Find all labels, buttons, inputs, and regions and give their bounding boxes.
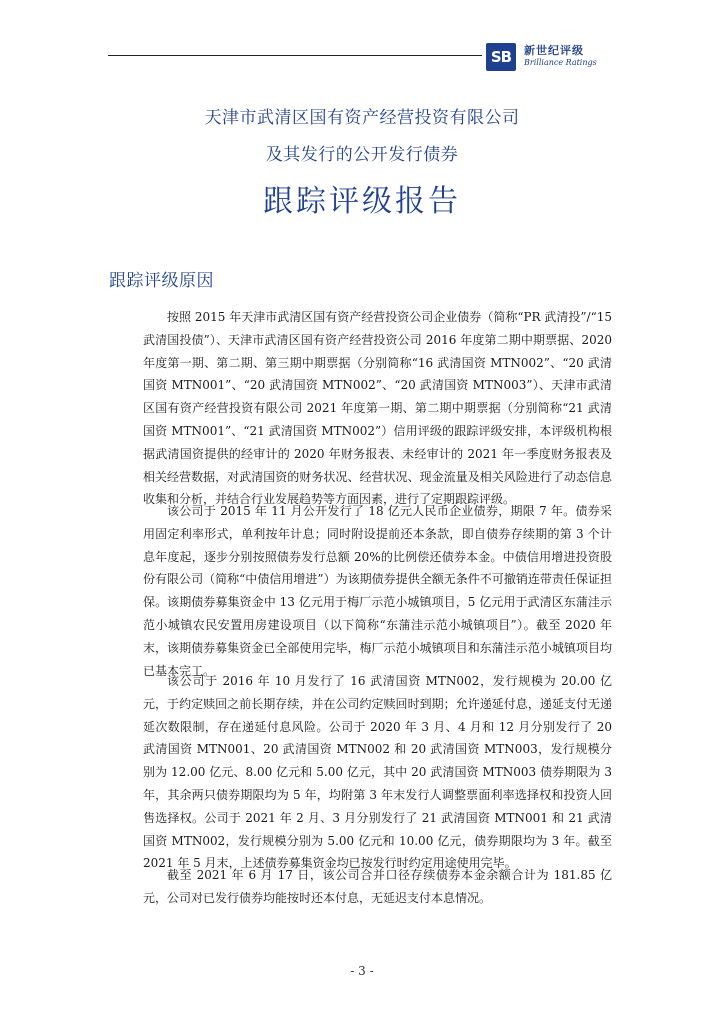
paragraph: 该公司于 2016 年 10 月发行了 16 武清国资 MTN002，发行规模为 20.00 亿元，于约定赎回之前长期存续，并在公司约定赎回时到期；允许递延付息，递延支付无递延次数限制，存在递延付息风险。公司于 2020 年 3 月、4 月和 12 月分别发行了 20 武清国资 MTN001、20 武清国资 MTN002 和 20 武清国资 MTN003，发行规模分别为 12.00 亿元、8.00 亿元和 5.00 亿元，其中 20 武清国资 MTN003 债券期限为 3 年，其余两只债券期限均为 5 年，均附第 3 年末发行人调整票面利率选择权和投资人回售选择权。公司于 2021 年 2 月、3 月分别发行了 21 武清国资 MTN001 和 21 武清国资 MTN002，发行规模分别为 5.00 亿元和 10.00 亿元，债券期限均为 3 年。截至 2021 年 5 月末，上述债券募集资金均已按发行时约定用途使用完毕。 — [143, 674, 612, 871]
paragraph-block-4 — [143, 864, 612, 910]
brand-name-en: Brilliance Ratings — [524, 58, 597, 67]
header-rule — [108, 55, 482, 56]
paragraph: 该公司于 2015 年 11 月公开发行了 18 亿元人民币企业债券，期限 7 年。债券采用固定利率形式，单利按年计息；同时附设提前还本条款，即自债券存续期的第 3 个计息年度起，逐步分别按照债券发行总额 20%的比例偿还债券本金。中债信用增进投资股份有限公司（简称“中债信用增进”）为该期债券提供全额无条件不可撤销连带责任保证担保。该期债券募集资金中 13 亿元用于梅厂示范小城镇项目，5 亿元用于武清区东蒲洼示范小城镇农民安置用房建设项目（以下简称“东蒲洼示范小城镇项目”）。截至 2020 年末，该期债券募集资金已全部使用完毕，梅厂示范小城镇项目和东蒲洼示范小城镇项目均已基本完工。 — [143, 504, 612, 678]
brand-logo-icon — [486, 43, 516, 71]
paragraph: 按照 2015 年天津市武清区国有资产经营投资公司企业债券（简称“PR 武清投”/“15 武清国投债”）、天津市武清区国有资产经营投资公司 2016 年度第二期中期票据、2020 年度第一期、第二期、第三期中期票据（分别简称“16 武清国资 MTN002”、“20 武清国资 MTN001”、“20 武清国资 MTN002”、“20 武清国资 MTN003”）、天津市武清区国有资产经营投资有限公司 2021 年度第一期、第二期中期票据（分别简称“21 武清国资 MTN001”、“21 武清国资 MTN002”）信用评级的跟踪评级安排，本评级机构根据武清国资提供的经审计的 2020 年财务报表、未经审计的 2021 年一季度财务报表及相关经营数据，对武清国资的财务状况、经营状况、现金流量及相关风险进行了动态信息收集和分析，并结合行业发展趋势等方面因素，进行了定期跟踪评级。 — [143, 310, 612, 507]
report-main-title: 跟踪评级报告 — [263, 184, 461, 219]
paragraph-block-1 — [143, 306, 612, 511]
paragraph: 截至 2021 年 6 月 17 日，该公司合并口径存续债券本金余额合计为 181.85 亿元，公司对已发行债券均能按时还本付息，无延迟支付本息情况。 — [143, 868, 612, 905]
logo-mark: SB — [490, 48, 512, 66]
section-heading: 跟踪评级原因 — [109, 271, 214, 291]
page-number: - 3 - — [350, 964, 374, 978]
paragraph-block-2 — [143, 500, 612, 682]
report-subject-title: 天津市武清区国有资产经营投资有限公司 — [204, 108, 520, 128]
paragraph-block-3 — [143, 670, 612, 875]
brand-name-cn: 新世纪评级 — [524, 44, 584, 57]
report-subject-subtitle: 及其发行的公开发行债券 — [265, 145, 459, 165]
